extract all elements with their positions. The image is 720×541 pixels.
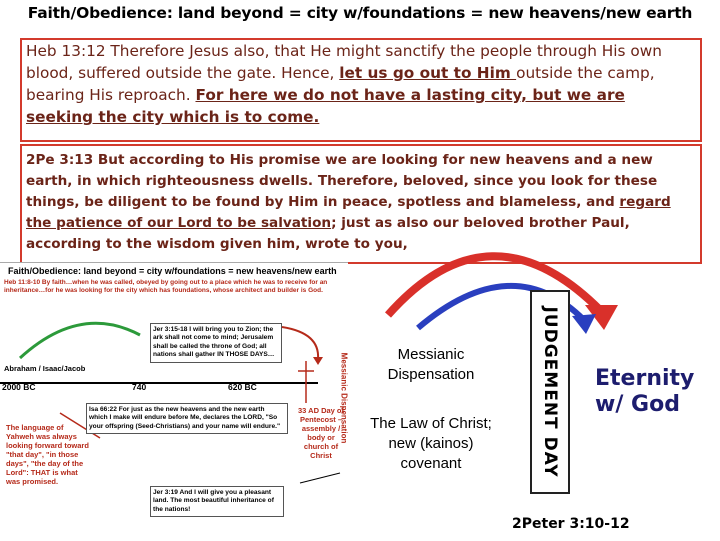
inset-messianic-vertical: Messianic Dispensation xyxy=(339,352,349,444)
slide-title: Faith/Obedience: land beyond = city w/foundations = new heavens/new earth xyxy=(27,4,693,22)
judgement-day-box xyxy=(530,290,570,494)
inset-heb11: Heb 11:8-10 By faith…when he was called, obeyed by going out to a place which he was to receive for an inheritance…for he was looking for the city which has foundations, whose architect and builder is God. xyxy=(4,279,328,294)
heb-underline-2: For here we do not have a lasting city, but we are seeking the city which is to come. xyxy=(26,86,625,126)
pe-text-2: ; just as also our beloved brother Paul, according to the wisdom given him, wrote to you, xyxy=(26,215,630,252)
blue-arc-head xyxy=(572,314,596,334)
eternity-label: Eternity w/ God xyxy=(595,366,695,417)
heb-underline-1: let us go out to Him xyxy=(339,64,517,82)
law-of-christ-label: The Law of Christ; new (kainos) covenant xyxy=(370,415,492,472)
judgement-day-label: JUDGEMENT DAY xyxy=(540,306,560,478)
inset-language-of-yahweh: The language of Yahweh was always looking forward toward "that day", "in those days", "the day of the Lord": THAT is what was promised. xyxy=(6,423,89,486)
messianic-dispensation-label: Messianic Dispensation xyxy=(387,346,475,383)
peter-reference: 2Peter 3:10-12 xyxy=(512,516,630,532)
inset-jer-3-19: Jer 3:19 And I will give you a pleasant land. The most beautiful inheritance of the nations! xyxy=(150,486,284,517)
inset-title: Faith/Obedience: land beyond = city w/foundations = new heavens/new earth xyxy=(8,266,337,276)
inset-time-2000: 2000 BC xyxy=(2,382,36,392)
heb-text-1: Heb 13:12 Therefore Jesus also, that He might sanctify the people through His own blood, suffered outside the gate. Hence, xyxy=(26,42,662,82)
heb-text-2: outside the camp, bearing His reproach. xyxy=(26,64,655,104)
inset-isa-66-22: Isa 66:22 For just as the new heavens and the new earth which I make will endure before Me, declares the LORD, "So your offspring (Seed-Christians) and your name will endure." xyxy=(86,403,288,434)
inset-jer-3-15: Jer 3:15-18 I will bring you to Zion; the ark shall not come to mind; Jerusalem shall be called the throne of God; all nations shall gather IN THOSE DAYS… xyxy=(150,323,282,363)
inset-33-ad: 33 AD Day of Pentecost – assembly / body or church of Christ xyxy=(298,406,344,460)
inset-time-620: 620 BC xyxy=(228,382,257,392)
inset-patriarchs: Abraham / Isaac/Jacob xyxy=(4,364,86,373)
inset-time-740: 740 xyxy=(132,382,147,392)
pe-underline-1: regard the patience of our Lord to be salvation xyxy=(26,194,671,231)
pe-text-1: 2Pe 3:13 But according to His promise we are looking for new heavens and a new earth, in which righteousness dwells. Therefore, beloved, since you look for these things, be diligent to be found by Him in peace, spotless and blameless, and xyxy=(26,152,658,210)
